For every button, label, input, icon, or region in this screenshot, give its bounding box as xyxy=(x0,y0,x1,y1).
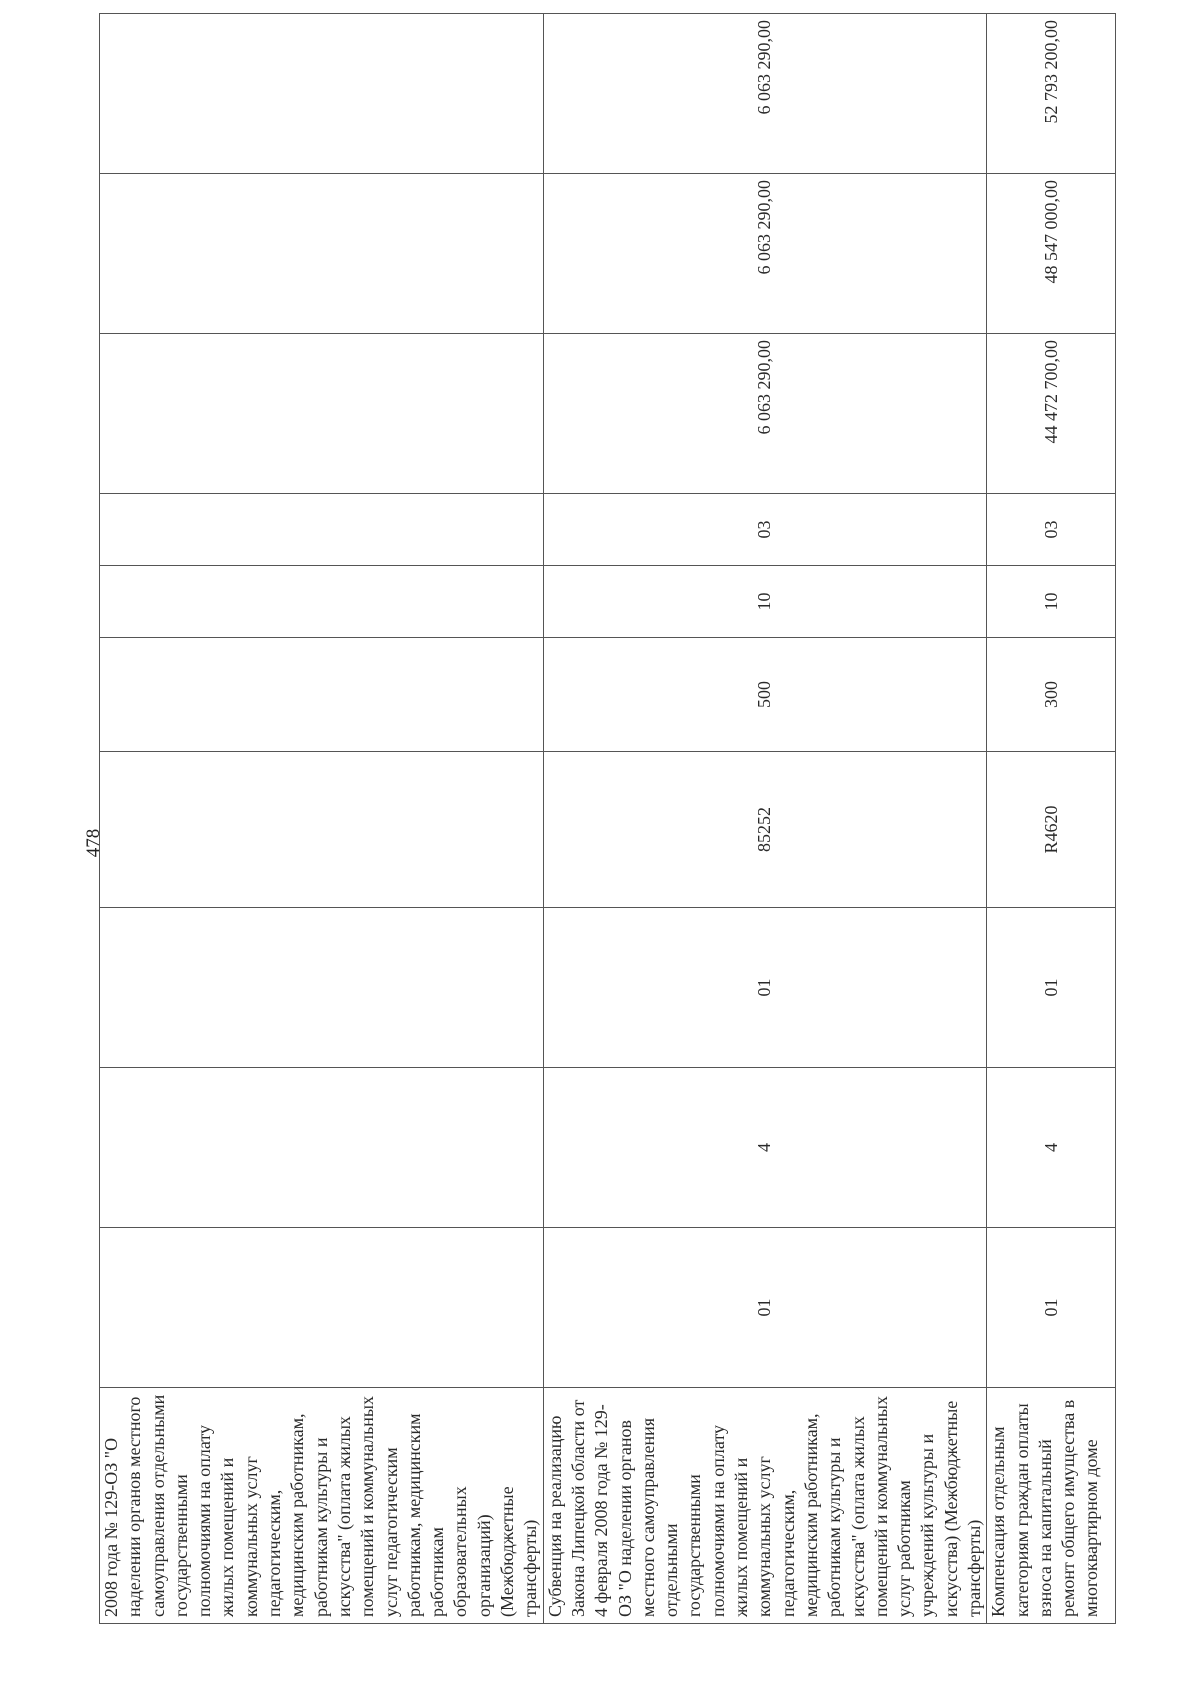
table-row xyxy=(987,14,1116,1624)
code-cell: 03 xyxy=(987,494,1116,566)
amount-cell xyxy=(100,174,544,334)
row-name-cell: Компенсация отдельным категориям граждан оплаты взноса на капитальный ремонт общего имущества в многоквартирном доме xyxy=(987,1388,1116,1624)
code-cell: R4620 xyxy=(987,752,1116,908)
amount-cell xyxy=(100,14,544,174)
amount-cell: 52 793 200,00 xyxy=(987,14,1116,174)
code-cell: 01 xyxy=(987,908,1116,1068)
table-row xyxy=(543,14,987,1624)
code-cell: 03 xyxy=(543,494,987,566)
amount-cell xyxy=(100,334,544,494)
code-cell: 10 xyxy=(543,566,987,638)
code-cell xyxy=(100,908,544,1068)
code-cell: 01 xyxy=(987,1228,1116,1388)
amount-cell: 6 063 290,00 xyxy=(543,174,987,334)
rotated-page-content xyxy=(99,20,1131,1624)
row-name-cell: Субвенция на реализацию Закона Липецкой области от 4 февраля 2008 года № 129-ОЗ "О наделении органов местного самоуправления отдельными государственными полномочиями на оплату жилых помещений и коммунальных услуг педагогическим, медицинским работникам, работникам культуры и искусства" (оплата жилых помещений и коммунальных услуг работникам учреждений культуры и искусства) (Межбюджетные трансферты) xyxy=(543,1388,987,1624)
code-cell xyxy=(100,1068,544,1228)
amount-cell: 48 547 000,00 xyxy=(987,174,1116,334)
code-cell: 10 xyxy=(987,566,1116,638)
code-cell xyxy=(100,638,544,752)
amount-cell: 6 063 290,00 xyxy=(543,334,987,494)
page-number: 478 xyxy=(83,828,104,858)
code-cell xyxy=(100,752,544,908)
row-name-cell: 2008 года № 129-ОЗ "О наделении органов местного самоуправления отдельными государственными полномочиями на оплату жилых помещений и коммунальных услуг педагогическим, медицинским работникам, работникам культуры и искусства" (оплата жилых помещений и коммунальных услуг педагогическим работникам, медицинским работникам образовательных организаций) (Межбюджетные трансферты) xyxy=(100,1388,544,1624)
code-cell: 01 xyxy=(543,1228,987,1388)
table-row xyxy=(100,14,544,1624)
code-cell xyxy=(100,566,544,638)
code-cell: 500 xyxy=(543,638,987,752)
code-cell: 4 xyxy=(987,1068,1116,1228)
code-cell: 300 xyxy=(987,638,1116,752)
amount-cell: 6 063 290,00 xyxy=(543,14,987,174)
code-cell: 4 xyxy=(543,1068,987,1228)
code-cell: 85252 xyxy=(543,752,987,908)
code-cell: 01 xyxy=(543,908,987,1068)
code-cell xyxy=(100,494,544,566)
code-cell xyxy=(100,1228,544,1388)
amount-cell: 44 472 700,00 xyxy=(987,334,1116,494)
budget-table xyxy=(99,13,1116,1624)
